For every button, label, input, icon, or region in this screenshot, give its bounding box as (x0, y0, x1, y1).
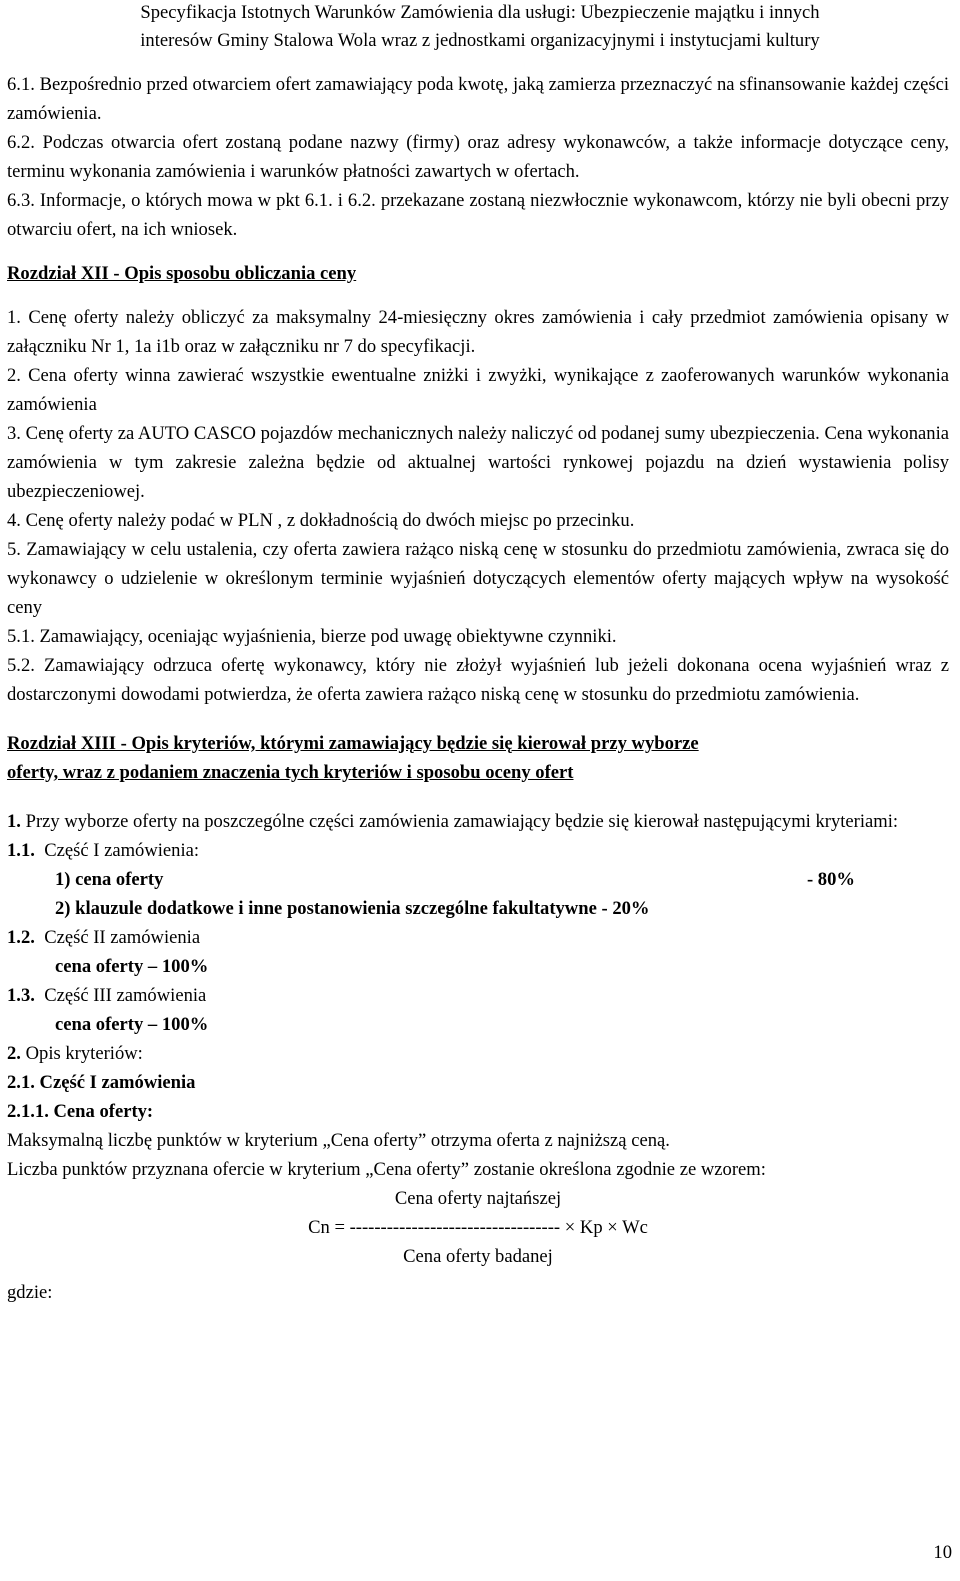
formula-denominator: Cena oferty badanej (403, 1246, 553, 1267)
formula-main-line: Cn = ---------------------------------- × Kp × Wc (308, 1217, 648, 1238)
criteria-1-2-text: Część II zamówienia (44, 927, 201, 948)
criteria-1-2-number: 1.2. (7, 927, 35, 948)
criteria-1-1-item-2 (7, 894, 949, 923)
chapter-12-heading: Rozdział XII - Opis sposobu obliczania ceny (7, 263, 357, 284)
criteria-1-1-number: 1.1. (7, 840, 35, 861)
header-line-2: interesów Gminy Stalowa Wola wraz z jednostkami organizacyjnymi i instytucjami kultury (140, 30, 820, 51)
ch13-paragraph-2-1 (7, 1068, 949, 1097)
criteria-1-3-number: 1.3. (7, 985, 35, 1006)
ch13-paragraph-1 (7, 807, 949, 836)
ch13-paragraph-2-1-1 (7, 1097, 949, 1126)
criteria-part-3 (7, 981, 949, 1010)
criteria-1-3-item (7, 1010, 949, 1039)
document-body (7, 70, 949, 1307)
chapter-13-heading-line-1: Rozdział XIII - Opis kryteriów, którymi zamawiający będzie się kierował przy wyborze (7, 733, 699, 754)
ch13-p211-text: 2.1.1. Cena oferty: (7, 1101, 154, 1122)
criteria-1-3-item-text: cena oferty – 100% (55, 1014, 209, 1035)
ch13-paragraph-2 (7, 1039, 949, 1068)
criteria-1-3-text: Część III zamówienia (44, 985, 207, 1006)
criterion-description-1: Maksymalną liczbę punktów w kryterium „Cena oferty” otrzyma oferta z najniższą ceną. (7, 1130, 670, 1151)
ch12-paragraph-2: 2. Cena oferty winna zawierać wszystkie ewentualne zniżki i zwyżki, wynikające z zaoferowanych warunków wykonania zamówienia (7, 365, 949, 415)
price-formula (7, 1184, 949, 1271)
criteria-1-1-item-1 (7, 865, 949, 894)
criteria-part-2 (7, 923, 949, 952)
paragraph-6-3: 6.3. Informacje, o których mowa w pkt 6.1. i 6.2. przekazane zostaną niezwłocznie wykonawcom, którzy nie byli obecni przy otwarciu ofert, na ich wniosek. (7, 190, 949, 240)
criteria-1-1-item-1-value: - 80% (806, 869, 855, 890)
ch12-paragraph-4: 4. Cenę oferty należy podać w PLN , z dokładnością do dwóch miejsc po przecinku. (7, 510, 635, 531)
ch12-paragraph-5-2: 5.2. Zamawiający odrzuca ofertę wykonawcy, który nie złożył wyjaśnień lub jeżeli dokonana ocena wyjaśnień wraz z dostarczonymi dowodami potwierdza, że oferta zawiera rażąco niską cenę w stosunku do przedmiotu zamówienia. (7, 655, 949, 705)
ch12-paragraph-3: 3. Cenę oferty za AUTO CASCO pojazdów mechanicznych należy naliczyć od podanej sumy ubezpieczenia. Cena wykonania zamówienia w tym zakresie zależna będzie od aktualnej wartości rynkowej pojazdu na dzień wystawienia polisy ubezpieczeniowej. (7, 423, 949, 502)
criteria-1-1-text: Część I zamówienia: (44, 840, 200, 861)
formula-numerator: Cena oferty najtańszej (394, 1188, 562, 1209)
page-number: 10 (933, 1542, 952, 1563)
chapter-13-heading-line-2: oferty, wraz z podaniem znaczenia tych kryteriów i sposobu oceny ofert (7, 762, 574, 783)
criteria-part-1 (7, 836, 949, 865)
criteria-1-2-item-text: cena oferty – 100% (55, 956, 209, 977)
header-line-1: Specyfikacja Istotnych Warunków Zamówienia dla usługi: Ubezpieczenie majątku i innych (140, 2, 820, 23)
ch13-p21-text: 2.1. Część I zamówienia (7, 1072, 196, 1093)
criteria-1-2-item (7, 952, 949, 981)
paragraph-6-2: 6.2. Podczas otwarcia ofert zostaną podane nazwy (firmy) oraz adresy wykonawców, a także informacje dotyczące ceny, terminu wykonania zamówienia i warunków płatności zawartych w ofertach. (7, 132, 949, 182)
ch13-p1-text: Przy wyborze oferty na poszczególne części zamówienia zamawiający będzie się kierował następującymi kryteriami: (20, 811, 899, 832)
paragraph-6-1: 6.1. Bezpośrednio przed otwarciem ofert zamawiający poda kwotę, jaką zamierza przeznaczyć na sfinansowanie każdej części zamówienia. (7, 74, 949, 124)
document-header (5, 0, 955, 55)
ch12-paragraph-5-1: 5.1. Zamawiający, oceniając wyjaśnienia, bierze pod uwagę obiektywne czynniki. (7, 626, 617, 647)
formula-legend-label: gdzie: (7, 1282, 53, 1303)
ch13-p2-text: Opis kryteriów: (20, 1043, 143, 1064)
chapter-13-heading (7, 729, 949, 787)
ch12-paragraph-1: 1. Cenę oferty należy obliczyć za maksymalny 24-miesięczny okres zamówienia i cały przedmiot zamówienia opisany w załączniku Nr 1, 1a i1b oraz w załączniku nr 7 do specyfikacji. (7, 307, 949, 357)
ch12-paragraph-5: 5. Zamawiający w celu ustalenia, czy oferta zawiera rażąco niską cenę w stosunku do przedmiotu zamówienia, zwraca się do wykonawcy o udzielenie w określonym terminie wyjaśnień dotyczących elementów oferty mających wpływ na wysokość ceny (7, 539, 949, 618)
criteria-1-1-item-1-label: 1) cena oferty (55, 869, 164, 890)
ch13-p1-number: 1. (7, 811, 21, 832)
criteria-1-1-item-2-text: 2) klauzule dodatkowe i inne postanowienia szczególne fakultatywne - 20% (55, 898, 650, 919)
ch13-p2-number: 2. (7, 1043, 21, 1064)
criterion-description-2: Liczba punktów przyznana ofercie w kryterium „Cena oferty” zostanie określona zgodnie ze wzorem: (7, 1159, 766, 1180)
